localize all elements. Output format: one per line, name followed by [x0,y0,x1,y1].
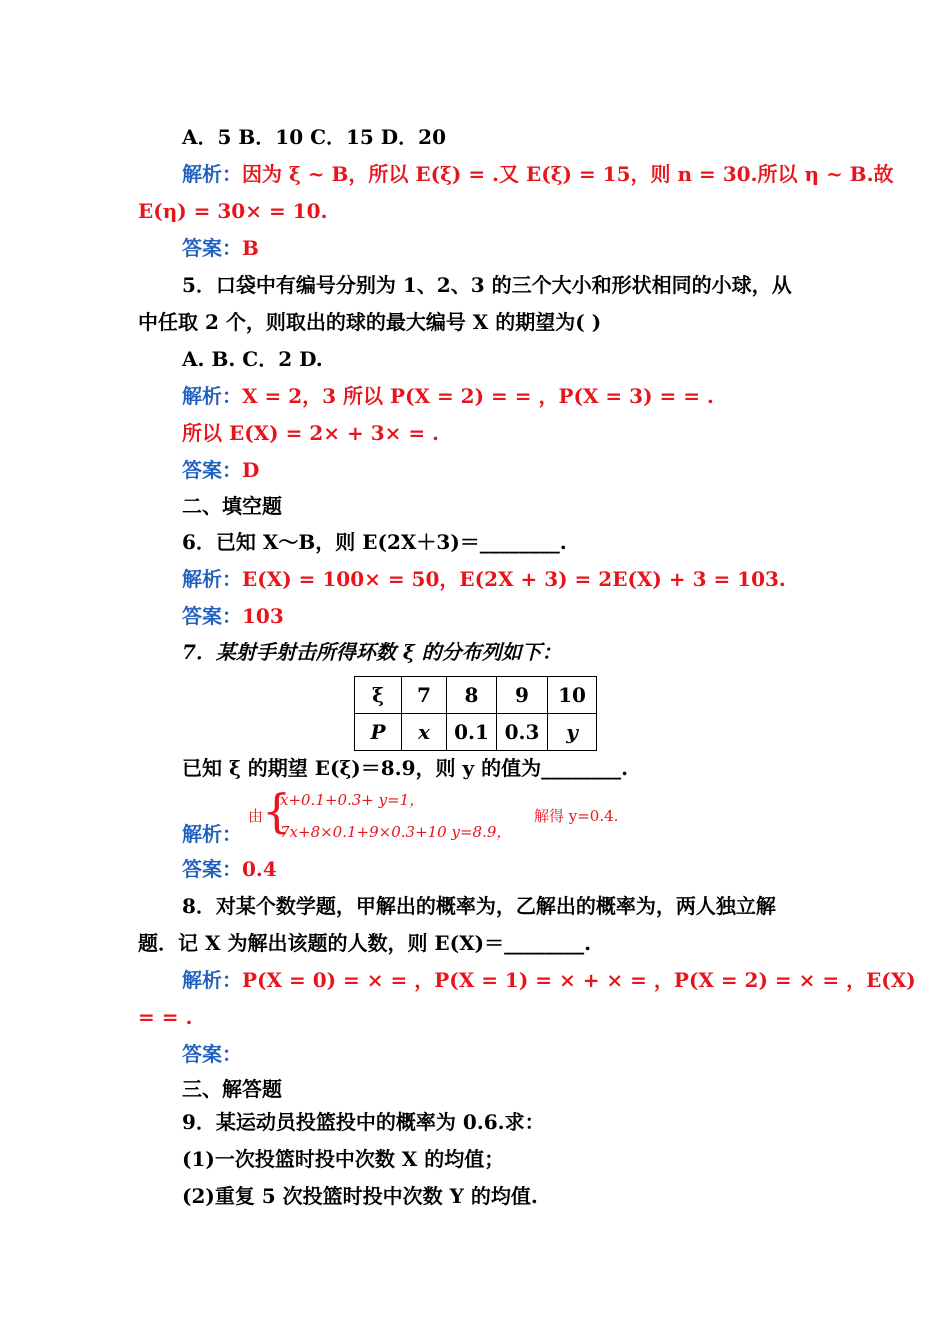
q5-stem-line2: 中任取 2 个，则取出的球的最大编号 X 的期望为( ) [138,310,602,334]
q5-options: A. B. C．2 D. [182,347,323,371]
q9-part1: (1)一次投篮时投中次数 X 的均值； [182,1147,505,1171]
q4-answer [182,235,259,261]
q7-answer-label: 答案： [182,857,242,881]
q8-answer-label: 答案： [182,1042,242,1066]
q7-solution-equation2: 7x+8×0.1+9×0.3+10 y=8.9， [280,823,512,841]
table-cell: 10 [548,677,597,714]
q8-solution-text: P(X = 0) = × = ，P(X = 1) = × + × = ，P(X = 2) = × = ，E(X) [242,968,916,992]
q8-solution-line2: = = . [138,1005,193,1029]
q5-answer [182,457,259,483]
q8-stem-line2: 题．记 X 为解出该题的人数，则 E(X)＝________. [138,931,592,955]
q4-answer-label: 答案： [182,236,242,260]
q7-solution-label: 解析： [182,822,242,846]
table-cell: 0.3 [497,714,548,751]
q7-answer [182,856,277,882]
q5-answer-label: 答案： [182,458,242,482]
q7-answer-value: 0.4 [242,857,277,881]
q7-solution-result: 解得 y=0.4. [534,807,619,825]
section-solve-heading: 三、解答题 [182,1077,282,1101]
table-cell: 8 [447,677,497,714]
table-cell: ξ [355,677,402,714]
q7-solution-equation1: x+0.1+0.3+ y=1， [280,791,425,809]
q6-answer [182,603,284,629]
q4-solution-line2: E(η) = 30× = 10. [138,199,328,223]
q4-options: A．5 B．10 C．15 D．20 [182,125,446,149]
q8-solution-label: 解析： [182,968,242,992]
q4-solution-label: 解析： [182,162,242,186]
q7-stem: 7．某射手射击所得环数 ξ 的分布列如下： [182,640,562,664]
table-cell: P [355,714,402,751]
q6-stem: 6．已知 X～B，则 E(2X＋3)＝________. [182,530,567,554]
q5-solution-line2: 所以 E(X) = 2× + 3× = . [182,421,440,445]
table-cell: y [548,714,597,751]
q5-solution-line1 [182,383,714,409]
q7-table-row-probabilities [355,714,597,751]
q5-answer-value: D [242,458,260,482]
q4-solution-text: 因为 ξ ~ B，所以 E(ξ) = .又 E(ξ) = 15，则 n = 30.所以 η ~ B.故 [242,162,894,186]
left-brace-icon: { [262,784,292,838]
q5-solution-label: 解析： [182,384,242,408]
q6-solution-label: 解析： [182,567,242,591]
q7-question: 已知 ξ 的期望 E(ξ)＝8.9，则 y 的值为________. [182,756,629,780]
q6-solution-text: E(X) = 100× = 50，E(2X + 3) = 2E(X) + 3 = 103. [242,567,786,591]
table-cell: 0.1 [447,714,497,751]
q5-stem-line1: 5．口袋中有编号分别为 1、2、3 的三个大小和形状相同的小球，从 [182,273,792,297]
table-cell: 9 [497,677,548,714]
q7-solution-you: 由 [248,807,264,825]
table-cell: x [402,714,447,751]
q7-distribution-table [354,676,597,751]
q7-table-row-values [355,677,597,714]
section-fill-in-heading: 二、填空题 [182,494,282,518]
q8-solution-line1 [182,967,916,993]
q6-solution [182,566,786,592]
q6-answer-label: 答案： [182,604,242,628]
q4-solution-line1 [182,161,894,187]
q9-stem: 9．某运动员投篮投中的概率为 0.6.求： [182,1110,545,1134]
q9-part2: (2)重复 5 次投篮时投中次数 Y 的均值. [182,1184,538,1208]
table-cell: 7 [402,677,447,714]
q5-solution-text: X = 2，3 所以 P(X = 2) = = ，P(X = 3) = = . [242,384,714,408]
q4-answer-value: B [242,236,259,260]
q8-stem-line1: 8．对某个数学题，甲解出的概率为，乙解出的概率为，两人独立解 [182,894,776,918]
q6-answer-value: 103 [242,604,284,628]
